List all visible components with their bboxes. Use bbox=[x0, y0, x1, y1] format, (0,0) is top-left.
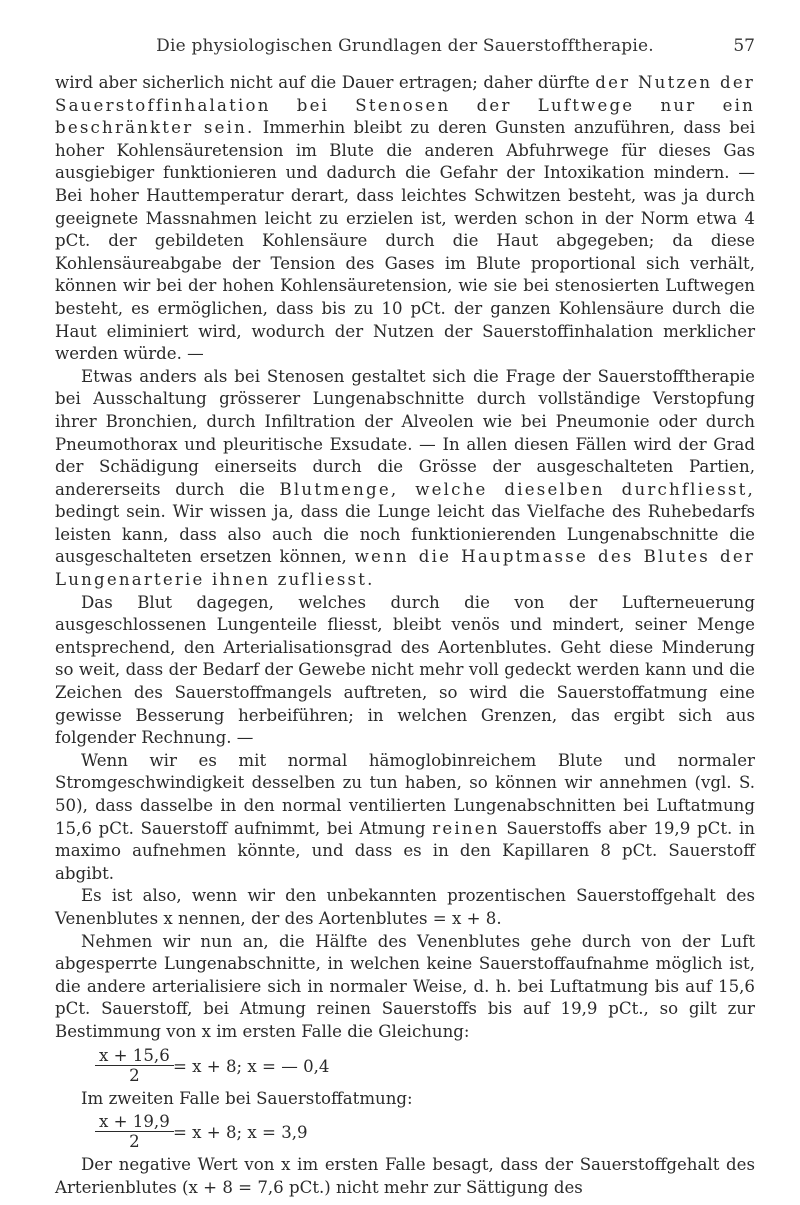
body-text bbox=[55, 72, 755, 1199]
paragraph-2 bbox=[55, 366, 755, 592]
paragraph-7: Im zweiten Falle bei Sauerstoffatmung: bbox=[81, 1088, 413, 1108]
paragraph-2-emphasis-1: Blutmenge, welche dieselben durchfliesst, bbox=[279, 479, 755, 499]
paragraph-1-text-c: Immerhin bleibt zu deren Gunsten anzuführen, dass bei hoher Kohlensäuretension im Blute die anderen Abfuhrwege für dieses Gas ausgiebiger funktionieren und dadurch die Gefahr der Intoxikation mindern. — Bei hoher Hauttemperatur derart, dass leichtes Schwitzen besteht, was ja durch geeignete Massnahmen leicht zu erzielen ist, werden schon in der Norm etwa 4 pCt. der gebildeten Kohlensäure durch die Haut abgegeben; da diese Kohlensäureabgabe der Tension des Gases im Blute proportional sich verhält, können wir bei der hohen Kohlensäuretension, wie sie bei stenosierten Luftwegen besteht, es ermöglichen, dass bis zu 10 pCt. der ganzen Kohlensäure durch die Haut eliminiert wird, wodurch der Nutzen der Sauerstoffinhalation merklicher werden würde. — bbox=[55, 118, 755, 364]
paragraph-1-emphasis: der Nutzen der Sauerstoffinhalation bei Stenosen der Luftwege nur ein beschränkter sein. bbox=[55, 73, 755, 138]
paragraph-2-text-c: bedingt sein. Wir wissen ja, dass die Lunge leicht das Vielfache des Ruhebedarfs leisten kann, dass also auch die noch funktionierenden Lungenabschnitte die ausgeschalteten ersetzen können, bbox=[55, 502, 755, 567]
equation-2-denominator: 2 bbox=[129, 1132, 140, 1152]
paragraph-3: Das Blut dagegen, welches durch die von der Lufterneuerung ausgeschlossenen Lungenteile fliesst, bleibt venös und mindert, seiner Menge entsprechend, den Arterialisationsgrad des Aortenblutes. Geht diese Minderung so weit, dass der Bedarf der Gewebe nicht mehr voll gedeckt werden kann und die Zeichen des Sauerstoffmangels auftreten, so wird die Sauerstoffatmung eine gewisse Besserung herbeiführen; in welchen Grenzen, das ergibt sich aus folgender Rechnung. — bbox=[55, 592, 755, 748]
equation-1 bbox=[55, 1044, 755, 1088]
paragraph-4-text-c: Sauerstoffs aber 19,9 pCt. in maximo aufnehmen könnte, und dass es in den Kapillaren 8 pCt. Sauerstoff abgibt. bbox=[55, 818, 755, 883]
equation-1-numerator: x + 15,6 bbox=[95, 1046, 174, 1066]
paragraph-8: Der negative Wert von x im ersten Falle besagt, dass der Sauerstoffgehalt des Arterienblutes (x + 8 = 7,6 pCt.) nicht mehr zur Sättigung des bbox=[55, 1155, 755, 1197]
paragraph-2-text-a: Etwas anders als bei Stenosen gestaltet sich die Frage der Sauerstofftherapie bei Ausschaltung grösserer Lungenabschnitte durch vollständige Verstopfung ihrer Bronchien, durch Infiltration der Alveolen wie bei Pneumonie oder durch Pneumothorax und pleuritische Exsudate. — In allen diesen Fällen wird der Grad der Schädigung einerseits durch die Grösse der ausgeschalteten Partien, andererseits durch die bbox=[55, 366, 755, 499]
paragraph-6: Nehmen wir nun an, die Hälfte des Venenblutes gehe durch von der Luft abgesperrte Lungenabschnitte, in welchen keine Sauerstoffaufnahme möglich ist, die andere arterialisiere sich in normaler Weise, d. h. bei Luftatmung bis auf 15,6 pCt. Sauerstoff, bei Atmung reinen Sauerstoffs bis auf 19,9 pCt., so gilt zur Bestimmung von x im ersten Falle die Gleichung: bbox=[55, 931, 755, 1041]
equation-1-rest: = x + 8; x = — 0,4 bbox=[173, 1056, 330, 1076]
equation-1-denominator: 2 bbox=[129, 1065, 140, 1085]
paragraph-2-emphasis-2: wenn die Hauptmasse des Blutes der Lungenarterie ihnen zufliesst. bbox=[55, 547, 755, 590]
equation-1-fraction bbox=[95, 1046, 174, 1085]
paragraph-5: Es ist also, wenn wir den unbekannten prozentischen Sauerstoffgehalt des Venenblutes x nennen, der des Aortenblutes = x + 8. bbox=[55, 886, 755, 928]
paragraph-4-text-a: Wenn wir es mit normal hämoglobinreichem Blute und normaler Stromgeschwindigkeit desselben zu tun haben, so können wir annehmen (vgl. S. 50), dass dasselbe in den normal ventilierten Lungenabschnitten bei Luftatmung 15,6 pCt. Sauerstoff aufnimmt, bei Atmung bbox=[55, 750, 755, 838]
paragraph-4-emphasis: reinen bbox=[432, 818, 500, 838]
header-title: Die physiologischen Grundlagen der Sauerstofftherapie. bbox=[156, 36, 654, 56]
paragraph-1-text-a: wird aber sicherlich nicht auf die Dauer ertragen; daher dürfte bbox=[55, 73, 596, 92]
equation-2-fraction bbox=[95, 1112, 174, 1151]
equation-2-rest: = x + 8; x = 3,9 bbox=[173, 1123, 308, 1143]
page-number: 57 bbox=[733, 36, 755, 56]
paragraph-4 bbox=[55, 750, 755, 886]
equation-2-numerator: x + 19,9 bbox=[95, 1112, 174, 1132]
running-header bbox=[55, 36, 755, 60]
equation-2 bbox=[55, 1110, 755, 1154]
paragraph-1 bbox=[55, 72, 755, 366]
